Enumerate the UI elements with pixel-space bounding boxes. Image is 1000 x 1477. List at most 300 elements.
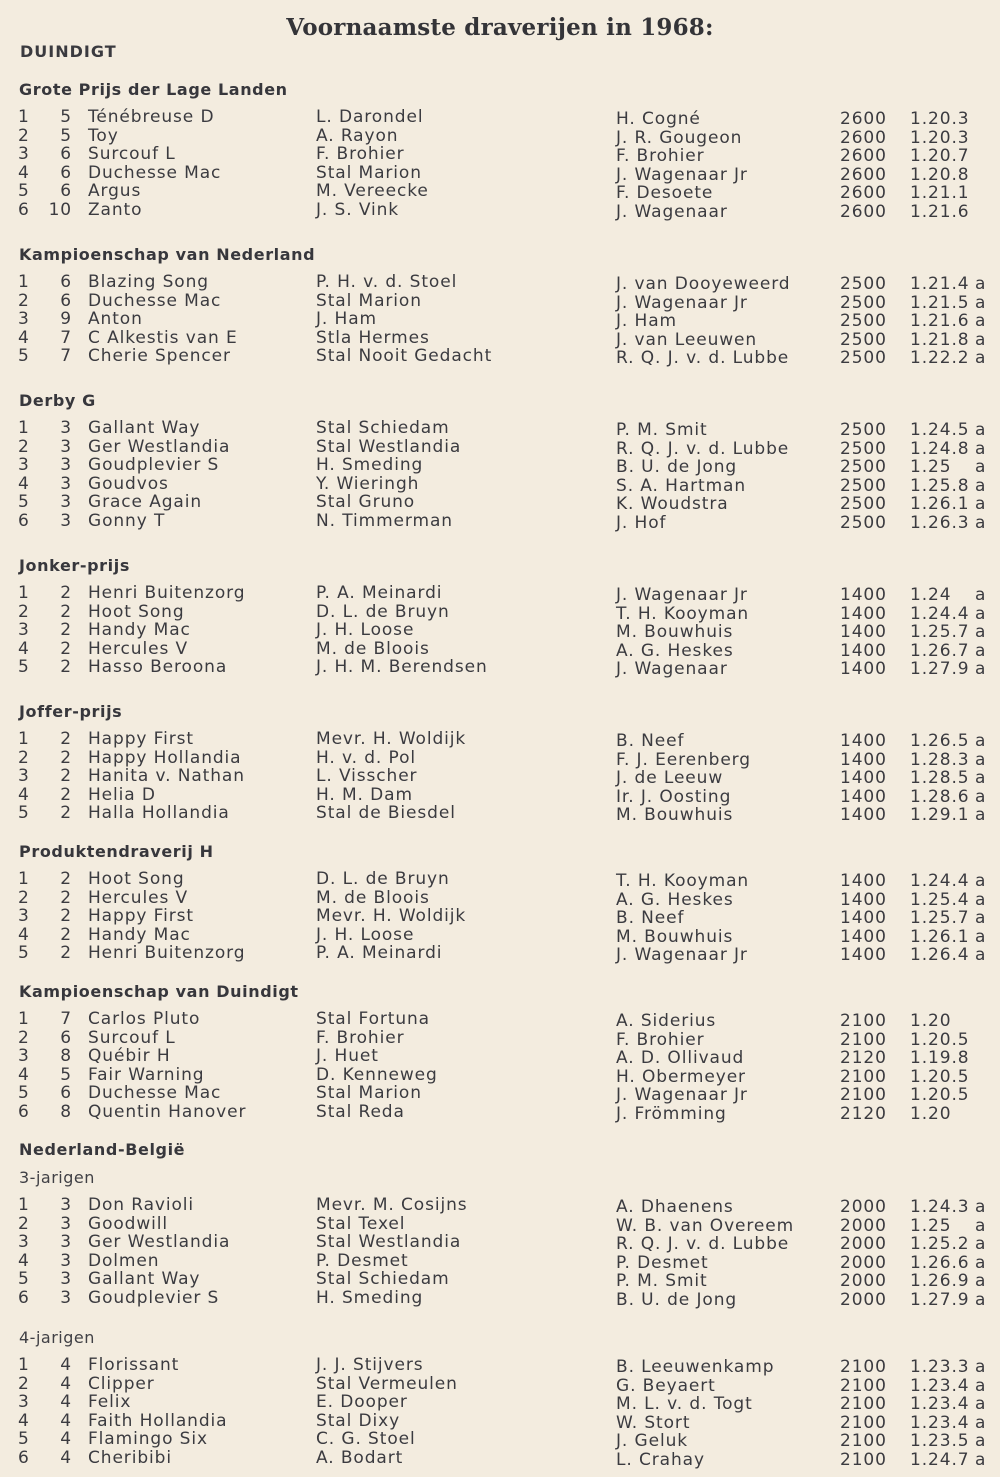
start-type: a <box>975 1412 987 1433</box>
time: 1.23.5 <box>910 1431 970 1452</box>
time: 1.24.4 <box>910 603 970 624</box>
age: 3 <box>60 1269 72 1290</box>
age: 3 <box>60 455 72 476</box>
owner: Stal Schiedam <box>316 418 450 438</box>
time: 1.27.9 <box>910 659 970 680</box>
horse: Quentin Hanover <box>88 1102 247 1122</box>
horse: Handy Mac <box>88 924 191 945</box>
time: 1.25.7 <box>910 908 970 929</box>
time: 1.21.5 <box>910 292 970 313</box>
time: 1.25.7 <box>910 622 970 643</box>
result-row <box>0 346 1000 369</box>
time: 1.23.4 <box>910 1394 970 1415</box>
horse: Duchesse Mac <box>88 162 222 183</box>
horse: Cheribibi <box>88 1448 172 1468</box>
start-type: a <box>975 348 987 369</box>
horse: Duchesse Mac <box>88 290 222 311</box>
age-group-title: 3-jarigen <box>19 1168 95 1187</box>
time: 1.24.8 <box>910 438 970 459</box>
driver: F. Brohier <box>616 1029 705 1050</box>
result-row <box>0 1213 1000 1236</box>
horse: Henri Buitenzorg <box>88 583 246 603</box>
age: 2 <box>60 620 72 641</box>
place: 4 <box>18 162 30 183</box>
result-row <box>0 1410 1000 1433</box>
horse: Fair Warning <box>88 1064 205 1085</box>
owner: D. L. de Bruyn <box>316 869 450 889</box>
age: 7 <box>60 327 72 348</box>
driver: R. Q. J. v. d. Lubbe <box>616 438 790 459</box>
distance: 2000 <box>840 1290 887 1310</box>
result-row <box>0 418 1000 440</box>
place: 2 <box>18 887 30 908</box>
race-title: Kampioenschap van Duindigt <box>19 982 299 1001</box>
time: 1.26.3 <box>910 513 970 533</box>
result-row <box>0 162 1000 185</box>
age: 3 <box>60 436 72 457</box>
start-type: a <box>975 420 987 440</box>
driver: A. G. Heskes <box>616 640 734 661</box>
distance: 2600 <box>840 183 887 204</box>
driver: J. Wagenaar <box>616 659 728 680</box>
place: 1 <box>18 869 30 889</box>
driver: P. M. Smit <box>616 420 708 440</box>
age: 2 <box>60 747 72 768</box>
start-type: a <box>975 926 987 947</box>
horse: Hercules V <box>88 638 189 659</box>
place: 2 <box>18 1213 30 1234</box>
driver: M. L. v. d. Togt <box>616 1394 753 1415</box>
place: 1 <box>18 729 30 749</box>
start-type: a <box>975 1394 987 1415</box>
place: 4 <box>18 327 30 348</box>
distance: 2500 <box>840 475 887 496</box>
time: 1.24.5 <box>910 420 970 440</box>
distance: 1400 <box>840 786 887 807</box>
time: 1.24 <box>910 585 952 605</box>
start-type: a <box>975 585 987 605</box>
driver: R. Q. J. v. d. Lubbe <box>616 1234 790 1255</box>
owner: L. Visscher <box>316 766 418 787</box>
distance: 2500 <box>840 292 887 313</box>
place: 4 <box>18 1064 30 1085</box>
time: 1.20.5 <box>910 1066 970 1087</box>
driver: J. Geluk <box>616 1431 688 1452</box>
result-row <box>0 943 1000 966</box>
distance: 1400 <box>840 640 887 661</box>
place: 3 <box>18 1392 30 1413</box>
result-row <box>0 455 1000 478</box>
result-row <box>0 766 1000 789</box>
distance: 2100 <box>840 1011 887 1031</box>
time: 1.20.7 <box>910 146 970 167</box>
place: 3 <box>18 309 30 330</box>
result-row <box>0 107 1000 129</box>
horse: Dolmen <box>88 1250 160 1271</box>
result-row <box>0 1083 1000 1106</box>
driver: F. Brohier <box>616 146 705 167</box>
place: 4 <box>18 924 30 945</box>
owner: P. A. Meinardi <box>316 583 443 603</box>
horse: Anton <box>88 309 143 330</box>
start-type: a <box>975 603 987 624</box>
driver: A. Siderius <box>616 1011 717 1031</box>
result-row <box>0 181 1000 204</box>
owner: Y. Wieringh <box>316 473 420 494</box>
distance: 2500 <box>840 457 887 478</box>
start-type: a <box>975 475 987 496</box>
horse: Gallant Way <box>88 1269 201 1290</box>
place: 2 <box>18 436 30 457</box>
horse: Toy <box>88 125 119 146</box>
place: 2 <box>18 747 30 768</box>
driver: J. Ham <box>616 311 677 332</box>
start-type: a <box>975 1234 987 1255</box>
time: 1.20 <box>910 1104 952 1124</box>
driver: J. Wagenaar Jr <box>616 945 748 966</box>
age: 8 <box>60 1102 72 1122</box>
horse: Ténébreuse D <box>88 107 215 127</box>
driver: T. H. Kooyman <box>616 603 750 624</box>
place: 3 <box>18 766 30 787</box>
driver: A. Dhaenens <box>616 1197 734 1217</box>
result-row <box>0 1448 1000 1470</box>
race-title: Produktendraverij H <box>19 842 214 861</box>
age: 4 <box>60 1410 72 1431</box>
start-type: a <box>975 311 987 332</box>
owner: Stal Gruno <box>316 492 416 513</box>
distance: 2500 <box>840 348 887 369</box>
age: 3 <box>60 1213 72 1234</box>
distance: 1400 <box>840 908 887 929</box>
age: 2 <box>60 766 72 787</box>
distance: 2600 <box>840 164 887 185</box>
start-type: a <box>975 908 987 929</box>
driver: M. Bouwhuis <box>616 622 734 643</box>
owner: P. H. v. d. Stoel <box>316 272 458 292</box>
distance: 2100 <box>840 1375 887 1396</box>
age: 2 <box>60 803 72 824</box>
distance: 2600 <box>840 127 887 148</box>
horse: Goudplevier S <box>88 455 220 476</box>
driver: J. Wagenaar Jr <box>616 585 748 605</box>
result-row <box>0 1429 1000 1452</box>
age: 2 <box>60 784 72 805</box>
owner: J. H. Loose <box>316 924 415 945</box>
result-row <box>0 1250 1000 1273</box>
driver: J. de Leeuw <box>616 768 724 789</box>
owner: D. Kenneweg <box>316 1064 438 1085</box>
horse: Québir H <box>88 1046 171 1067</box>
start-type: a <box>975 945 987 966</box>
distance: 1400 <box>840 871 887 891</box>
owner: D. L. de Bruyn <box>316 601 450 622</box>
result-row <box>0 1009 1000 1031</box>
driver: B. Leeuwenkamp <box>616 1357 775 1377</box>
age: 2 <box>60 638 72 659</box>
owner: Stal Texel <box>316 1213 406 1234</box>
result-row <box>0 272 1000 294</box>
age: 2 <box>60 887 72 908</box>
result-row <box>0 1392 1000 1415</box>
age: 6 <box>60 1083 72 1104</box>
driver: K. Woudstra <box>616 494 729 515</box>
distance: 1400 <box>840 805 887 826</box>
time: 1.24.4 <box>910 871 970 891</box>
distance: 2100 <box>840 1431 887 1452</box>
place: 2 <box>18 1027 30 1048</box>
age: 4 <box>60 1355 72 1375</box>
result-row <box>0 1269 1000 1292</box>
distance: 2100 <box>840 1394 887 1415</box>
owner: M. de Bloois <box>316 887 430 908</box>
horse: Handy Mac <box>88 620 191 641</box>
distance: 2100 <box>840 1029 887 1050</box>
owner: Stal Schiedam <box>316 1269 450 1290</box>
age: 2 <box>60 869 72 889</box>
driver: J. Wagenaar Jr <box>616 1085 748 1106</box>
owner: P. A. Meinardi <box>316 943 443 964</box>
horse: Hanita v. Nathan <box>88 766 245 787</box>
horse: Surcouf L <box>88 1027 176 1048</box>
result-row <box>0 803 1000 826</box>
race-title: Derby G <box>19 391 96 410</box>
place: 3 <box>18 1232 30 1253</box>
owner: C. G. Stoel <box>316 1429 416 1450</box>
result-row <box>0 492 1000 515</box>
owner: Mevr. H. Woldijk <box>316 906 467 927</box>
distance: 2500 <box>840 311 887 332</box>
result-row <box>0 620 1000 643</box>
start-type: a <box>975 805 987 826</box>
driver: W. Stort <box>616 1412 691 1433</box>
horse: Hoot Song <box>88 601 185 622</box>
owner: Mevr. H. Woldijk <box>316 729 467 749</box>
time: 1.28.5 <box>910 768 970 789</box>
place: 1 <box>18 583 30 603</box>
driver: P. M. Smit <box>616 1271 708 1292</box>
owner: E. Dooper <box>316 1392 408 1413</box>
horse: Flamingo Six <box>88 1429 208 1450</box>
page-title: Voornaamste draverijen in 1968: <box>286 14 714 41</box>
result-row <box>0 290 1000 313</box>
owner: F. Brohier <box>316 1027 405 1048</box>
place: 6 <box>18 511 30 531</box>
driver: F. Desoete <box>616 183 714 204</box>
owner: Stla Hermes <box>316 327 430 348</box>
place: 4 <box>18 1410 30 1431</box>
distance: 2600 <box>840 202 887 222</box>
owner: Stal Nooit Gedacht <box>316 346 493 367</box>
start-type: a <box>975 457 987 478</box>
horse: Helia D <box>88 784 156 805</box>
driver: Ir. J. Oosting <box>616 786 732 807</box>
time: 1.20.3 <box>910 109 970 129</box>
age: 2 <box>60 583 72 603</box>
horse: Grace Again <box>88 492 203 513</box>
place: 5 <box>18 346 30 367</box>
owner: Stal Marion <box>316 162 422 183</box>
time: 1.26.1 <box>910 926 970 947</box>
distance: 1400 <box>840 731 887 751</box>
start-type: a <box>975 768 987 789</box>
driver: J. Wagenaar <box>616 202 728 222</box>
owner: H. Smeding <box>316 455 424 476</box>
distance: 1400 <box>840 926 887 947</box>
place: 4 <box>18 638 30 659</box>
result-row <box>0 583 1000 605</box>
race-title: Joffer-prijs <box>19 702 123 721</box>
place: 2 <box>18 601 30 622</box>
driver: W. B. van Overeem <box>616 1215 795 1236</box>
owner: N. Timmerman <box>316 511 453 531</box>
place: 3 <box>18 1046 30 1067</box>
place: 5 <box>18 943 30 964</box>
place: 3 <box>18 620 30 641</box>
place: 5 <box>18 803 30 824</box>
horse: Carlos Pluto <box>88 1009 201 1029</box>
horse: Goodwill <box>88 1213 169 1234</box>
time: 1.28.6 <box>910 786 970 807</box>
place: 1 <box>18 418 30 438</box>
distance: 2000 <box>840 1215 887 1236</box>
place: 3 <box>18 906 30 927</box>
distance: 1400 <box>840 945 887 966</box>
place: 4 <box>18 1250 30 1271</box>
start-type: a <box>975 640 987 661</box>
result-row <box>0 473 1000 496</box>
result-row <box>0 511 1000 533</box>
driver: B. Neef <box>616 731 685 751</box>
horse: Clipper <box>88 1373 155 1394</box>
result-row <box>0 601 1000 624</box>
age: 4 <box>60 1373 72 1394</box>
age: 5 <box>60 125 72 146</box>
age: 6 <box>60 272 72 292</box>
place: 5 <box>18 492 30 513</box>
distance: 2500 <box>840 494 887 515</box>
start-type: a <box>975 329 987 350</box>
age: 6 <box>60 1027 72 1048</box>
result-row <box>0 869 1000 891</box>
horse: C Alkestis van E <box>88 327 238 348</box>
race-title: Nederland-België <box>19 1140 186 1159</box>
distance: 2000 <box>840 1271 887 1292</box>
horse: Gallant Way <box>88 418 201 438</box>
place: 5 <box>18 181 30 202</box>
start-type: a <box>975 1271 987 1292</box>
start-type: a <box>975 274 987 294</box>
distance: 2120 <box>840 1048 887 1069</box>
horse: Florissant <box>88 1355 180 1375</box>
time: 1.21.1 <box>910 183 970 204</box>
time: 1.28.3 <box>910 749 970 770</box>
age: 3 <box>60 1195 72 1215</box>
driver: H. Cogné <box>616 109 701 129</box>
owner: M. de Bloois <box>316 638 430 659</box>
horse: Hoot Song <box>88 869 185 889</box>
owner: F. Brohier <box>316 144 405 165</box>
age: 5 <box>60 1064 72 1085</box>
driver: P. Desmet <box>616 1252 709 1273</box>
owner: H. M. Dam <box>316 784 413 805</box>
time: 1.25 <box>910 457 952 478</box>
age: 4 <box>60 1429 72 1450</box>
place: 2 <box>18 1373 30 1394</box>
age: 3 <box>60 1250 72 1271</box>
start-type: a <box>975 1357 987 1377</box>
owner: Stal Vermeulen <box>316 1373 458 1394</box>
time: 1.26.1 <box>910 494 970 515</box>
driver: L. Crahay <box>616 1450 705 1470</box>
place: 1 <box>18 1009 30 1029</box>
distance: 2100 <box>840 1412 887 1433</box>
distance: 2000 <box>840 1197 887 1217</box>
distance: 2100 <box>840 1450 887 1470</box>
owner: Stal Dixy <box>316 1410 401 1431</box>
horse: Ger Westlandia <box>88 1232 231 1253</box>
age: 7 <box>60 346 72 367</box>
age: 4 <box>60 1392 72 1413</box>
time: 1.20.3 <box>910 127 970 148</box>
age: 5 <box>60 107 72 127</box>
owner: Stal Fortuna <box>316 1009 430 1029</box>
distance: 2500 <box>840 438 887 459</box>
horse: Don Ravioli <box>88 1195 195 1215</box>
time: 1.21.8 <box>910 329 970 350</box>
time: 1.25.2 <box>910 1234 970 1255</box>
result-row <box>0 1064 1000 1087</box>
result-row <box>0 1102 1000 1124</box>
start-type: a <box>975 513 987 533</box>
driver: J. van Dooyeweerd <box>616 274 791 294</box>
owner: J. Huet <box>316 1046 379 1067</box>
result-row <box>0 125 1000 148</box>
place: 1 <box>18 1355 30 1375</box>
horse: Happy Hollandia <box>88 747 242 768</box>
age: 3 <box>60 1288 72 1308</box>
time: 1.25.4 <box>910 889 970 910</box>
age: 6 <box>60 144 72 165</box>
owner: J. H. Loose <box>316 620 415 641</box>
owner: Mevr. M. Cosijns <box>316 1195 468 1215</box>
place: 2 <box>18 125 30 146</box>
driver: T. H. Kooyman <box>616 871 750 891</box>
age: 6 <box>60 181 72 202</box>
distance: 1400 <box>840 603 887 624</box>
result-row <box>0 638 1000 661</box>
result-row <box>0 887 1000 910</box>
age: 2 <box>60 906 72 927</box>
distance: 1400 <box>840 659 887 680</box>
result-row <box>0 747 1000 770</box>
age-group-title: 4-jarigen <box>19 1328 95 1347</box>
distance: 2500 <box>840 329 887 350</box>
distance: 2000 <box>840 1234 887 1255</box>
result-row <box>0 906 1000 929</box>
time: 1.26.5 <box>910 731 970 751</box>
place: 6 <box>18 1102 30 1122</box>
place: 5 <box>18 1083 30 1104</box>
result-row <box>0 327 1000 350</box>
horse: Argus <box>88 181 142 202</box>
owner: P. Desmet <box>316 1250 409 1271</box>
age: 3 <box>60 473 72 494</box>
horse: Gonny T <box>88 511 166 531</box>
time: 1.20.5 <box>910 1029 970 1050</box>
driver: F. J. Eerenberg <box>616 749 751 770</box>
place: 1 <box>18 272 30 292</box>
